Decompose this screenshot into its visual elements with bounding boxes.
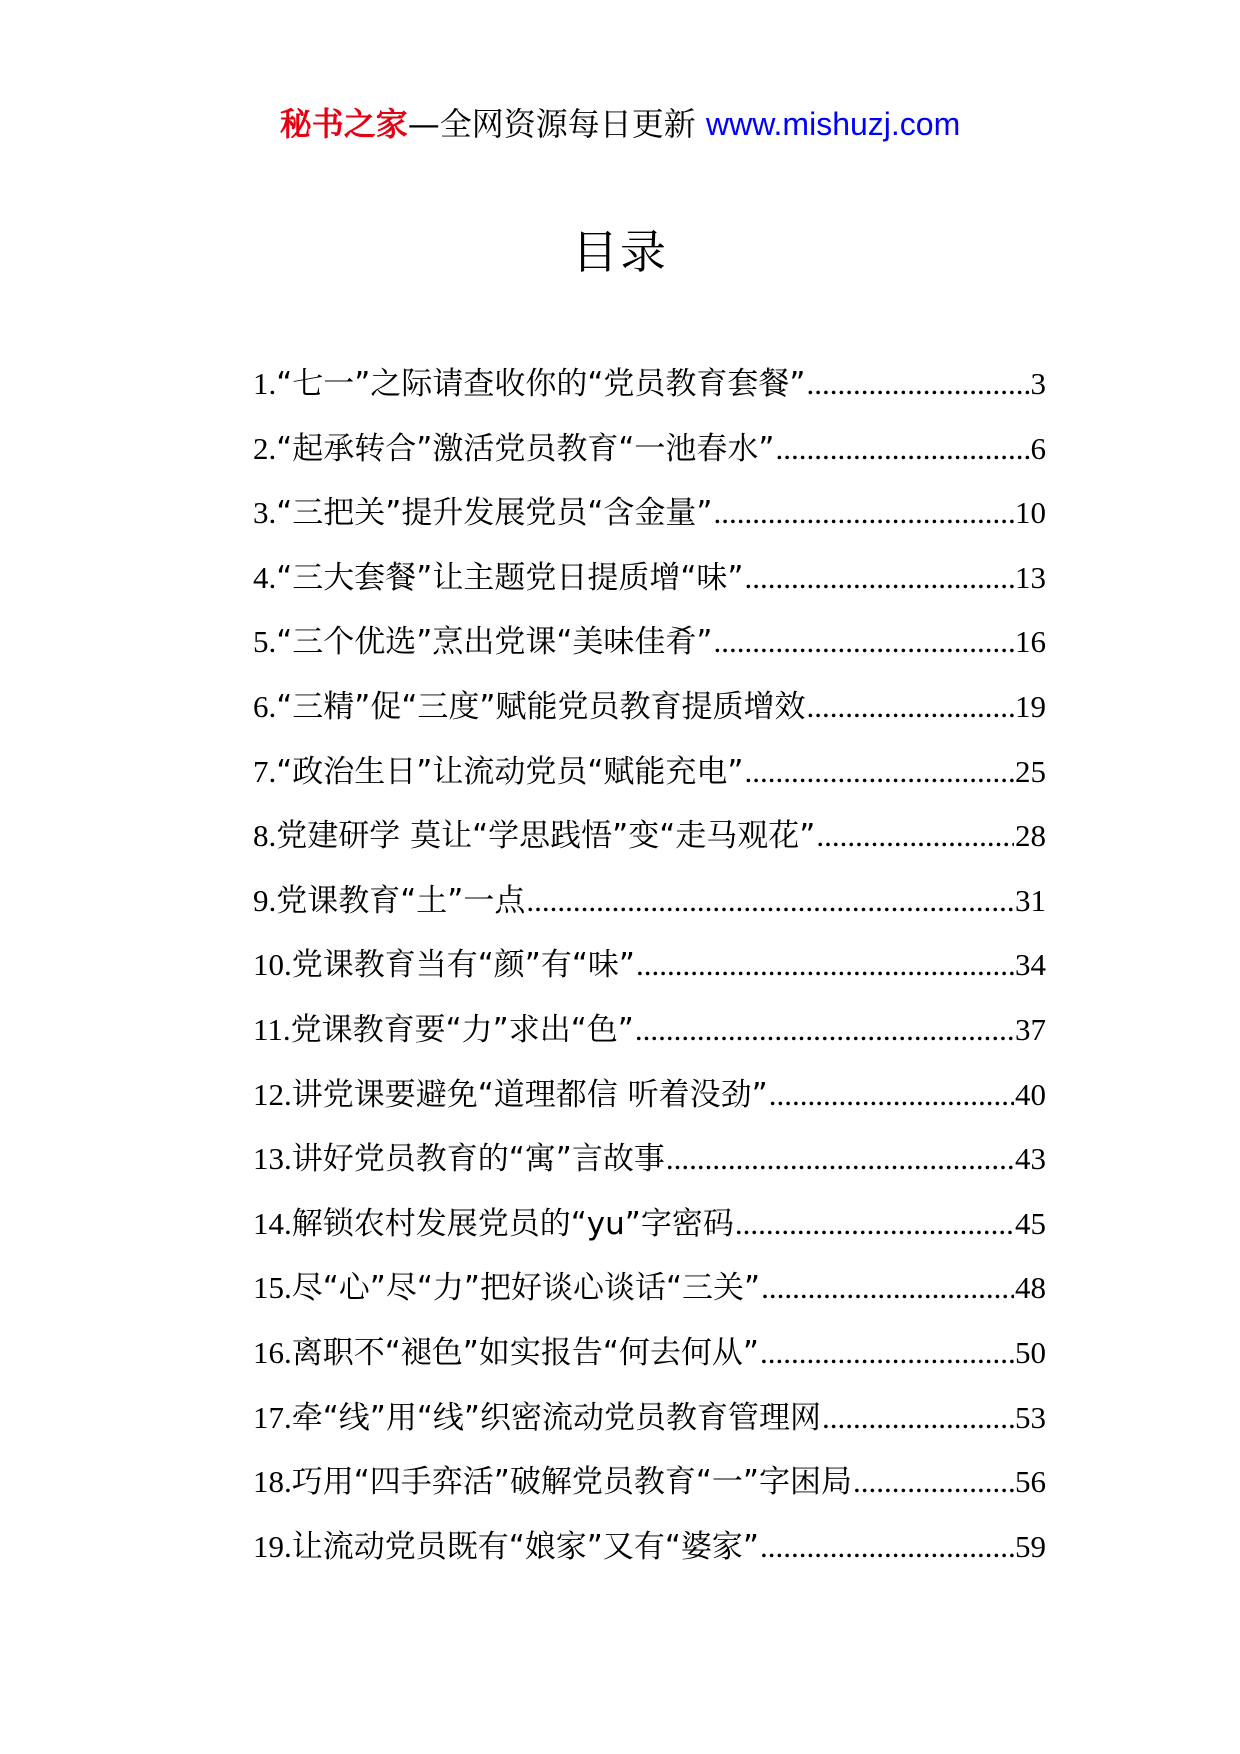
toc-entry-number: 2.: [253, 430, 277, 466]
toc-entry-page: 28: [1015, 818, 1046, 854]
toc-dot-leader: [807, 689, 1015, 725]
toc-entry-number: 17.: [253, 1399, 292, 1435]
toc-entry-title: 牵“线”用“线”织密流动党员教育管理网: [291, 1399, 821, 1436]
toc-dot-leader: [714, 624, 1015, 660]
toc-dot-leader: [735, 1206, 1014, 1242]
toc-dot-leader: [761, 1270, 1014, 1306]
toc-entry-title: “三个优选”烹出党课“美味佳肴”: [276, 624, 713, 661]
toc-entry-number: 11.: [253, 1011, 291, 1047]
toc-entry-number: 1.: [253, 366, 277, 401]
toc-entry-page: 10: [1015, 495, 1046, 531]
toc-entry-number: 10.: [253, 947, 292, 983]
toc-entry-title: “政治生日”让流动党员“赋能充电”: [276, 753, 744, 790]
toc-dot-leader: [745, 560, 1015, 596]
toc-entry-number: 15.: [253, 1270, 292, 1306]
toc-entry-title: 讲好党员教育的“寓”言故事: [291, 1141, 665, 1178]
toc-entry[interactable]: [253, 616, 1046, 681]
toc-entry-page: 40: [1015, 1076, 1046, 1112]
toc-entry-number: 5.: [253, 624, 277, 660]
toc-entry[interactable]: [253, 746, 1046, 811]
toc-dot-leader: [636, 947, 1014, 983]
toc-entry-title: 党建研学 莫让“学思践悟”变“走马观花”: [276, 818, 816, 855]
toc-entry[interactable]: [253, 1004, 1046, 1069]
toc-dot-leader: [666, 1141, 1014, 1177]
toc-entry-title: 党课教育要“力”求出“色”: [290, 1011, 634, 1048]
toc-entry[interactable]: [253, 1069, 1046, 1134]
toc-entry-page: 37: [1015, 1011, 1046, 1047]
toc-dot-leader: [635, 1012, 1014, 1048]
toc-entry-number: 9.: [253, 882, 277, 918]
toc-entry-page: 3: [1030, 366, 1046, 401]
toc-dot-leader: [807, 366, 1030, 402]
toc-entry[interactable]: [253, 1327, 1046, 1392]
toc-dot-leader: [760, 1529, 1014, 1565]
toc-entry-number: 4.: [253, 559, 277, 595]
toc-entry[interactable]: [253, 1198, 1046, 1263]
toc-entry-page: 59: [1015, 1528, 1046, 1564]
toc-entry-page: 6: [1030, 430, 1046, 466]
toc-entry-page: 25: [1015, 753, 1046, 789]
toc-entry-page: 31: [1015, 882, 1046, 918]
toc-entry-title: 离职不“褪色”如实报告“何去何从”: [291, 1334, 759, 1371]
toc-entry-number: 13.: [253, 1141, 292, 1177]
toc-entry-page: 48: [1015, 1270, 1046, 1306]
toc-entry-title: 巧用“四手弈活”破解党员教育“一”字困局: [291, 1464, 852, 1501]
page-title: 目录: [572, 225, 668, 279]
toc-entry-number: 12.: [253, 1076, 292, 1112]
table-of-contents: [253, 358, 1046, 1585]
toc-entry-page: 45: [1015, 1205, 1046, 1241]
toc-dot-leader: [714, 495, 1015, 531]
toc-entry-number: 18.: [253, 1464, 292, 1500]
toc-entry-page: 53: [1015, 1399, 1046, 1435]
toc-entry-title: “三把关”提升发展党员“含金量”: [276, 495, 713, 532]
toc-entry-title: 讲党课要避免“道理都信 听着没劲”: [291, 1076, 768, 1113]
site-url-link[interactable]: www.mishuzj.com: [705, 106, 961, 142]
toc-entry-number: 14.: [253, 1205, 292, 1241]
toc-entry-page: 19: [1015, 688, 1046, 724]
toc-entry-page: 13: [1015, 559, 1046, 595]
toc-entry-title: “起承转合”激活党员教育“一池春水”: [276, 430, 775, 467]
toc-entry[interactable]: [253, 875, 1046, 940]
header-tagline: —全网资源每日更新: [407, 105, 696, 143]
toc-entry-title: 党课教育“土”一点: [276, 882, 526, 919]
toc-dot-leader: [822, 1400, 1014, 1436]
toc-entry-page: 16: [1015, 624, 1046, 660]
toc-entry-title: 党课教育当有“颜”有“味”: [291, 947, 635, 984]
toc-entry-page: 56: [1015, 1464, 1046, 1500]
toc-entry[interactable]: [253, 810, 1046, 875]
toc-dot-leader: [776, 431, 1030, 467]
toc-entry[interactable]: [253, 681, 1046, 746]
toc-entry[interactable]: [253, 487, 1046, 552]
toc-entry-title: “三精”促“三度”赋能党员教育提质增效: [276, 688, 806, 725]
toc-entry[interactable]: [253, 552, 1046, 617]
toc-dot-leader: [526, 883, 1014, 919]
toc-entry[interactable]: [253, 1262, 1046, 1327]
toc-entry-title: “七一”之际请查收你的“党员教育套餐”: [276, 366, 806, 402]
toc-dot-leader: [769, 1077, 1014, 1113]
toc-entry-number: 8.: [253, 818, 277, 854]
toc-entry[interactable]: [253, 423, 1046, 488]
toc-entry-title: 尽“心”尽“力”把好谈心谈话“三关”: [291, 1270, 761, 1307]
toc-dot-leader: [853, 1464, 1014, 1500]
toc-entry-number: 6.: [253, 688, 277, 724]
toc-entry[interactable]: [253, 1392, 1046, 1457]
toc-dot-leader: [816, 818, 1014, 854]
toc-entry[interactable]: [253, 1456, 1046, 1521]
toc-entry-title: “三大套餐”让主题党日提质增“味”: [276, 559, 744, 596]
toc-entry-page: 50: [1015, 1334, 1046, 1370]
toc-entry-title: 解锁农村发展党员的“yu”字密码: [291, 1205, 734, 1242]
toc-entry[interactable]: [253, 1133, 1046, 1198]
toc-entry[interactable]: [253, 1521, 1046, 1586]
toc-entry-number: 7.: [253, 753, 277, 789]
toc-entry-number: 16.: [253, 1334, 292, 1370]
toc-dot-leader: [745, 754, 1015, 790]
toc-entry-number: 19.: [253, 1528, 292, 1564]
toc-entry-page: 43: [1015, 1141, 1046, 1177]
toc-entry[interactable]: [253, 358, 1046, 423]
toc-entry-page: 34: [1015, 947, 1046, 983]
toc-entry-title: 让流动党员既有“娘家”又有“婆家”: [291, 1528, 759, 1565]
toc-entry[interactable]: [253, 939, 1046, 1004]
toc-dot-leader: [760, 1335, 1014, 1371]
site-header: [0, 100, 1240, 148]
toc-entry-number: 3.: [253, 495, 277, 531]
brand-name: 秘书之家: [279, 105, 408, 143]
